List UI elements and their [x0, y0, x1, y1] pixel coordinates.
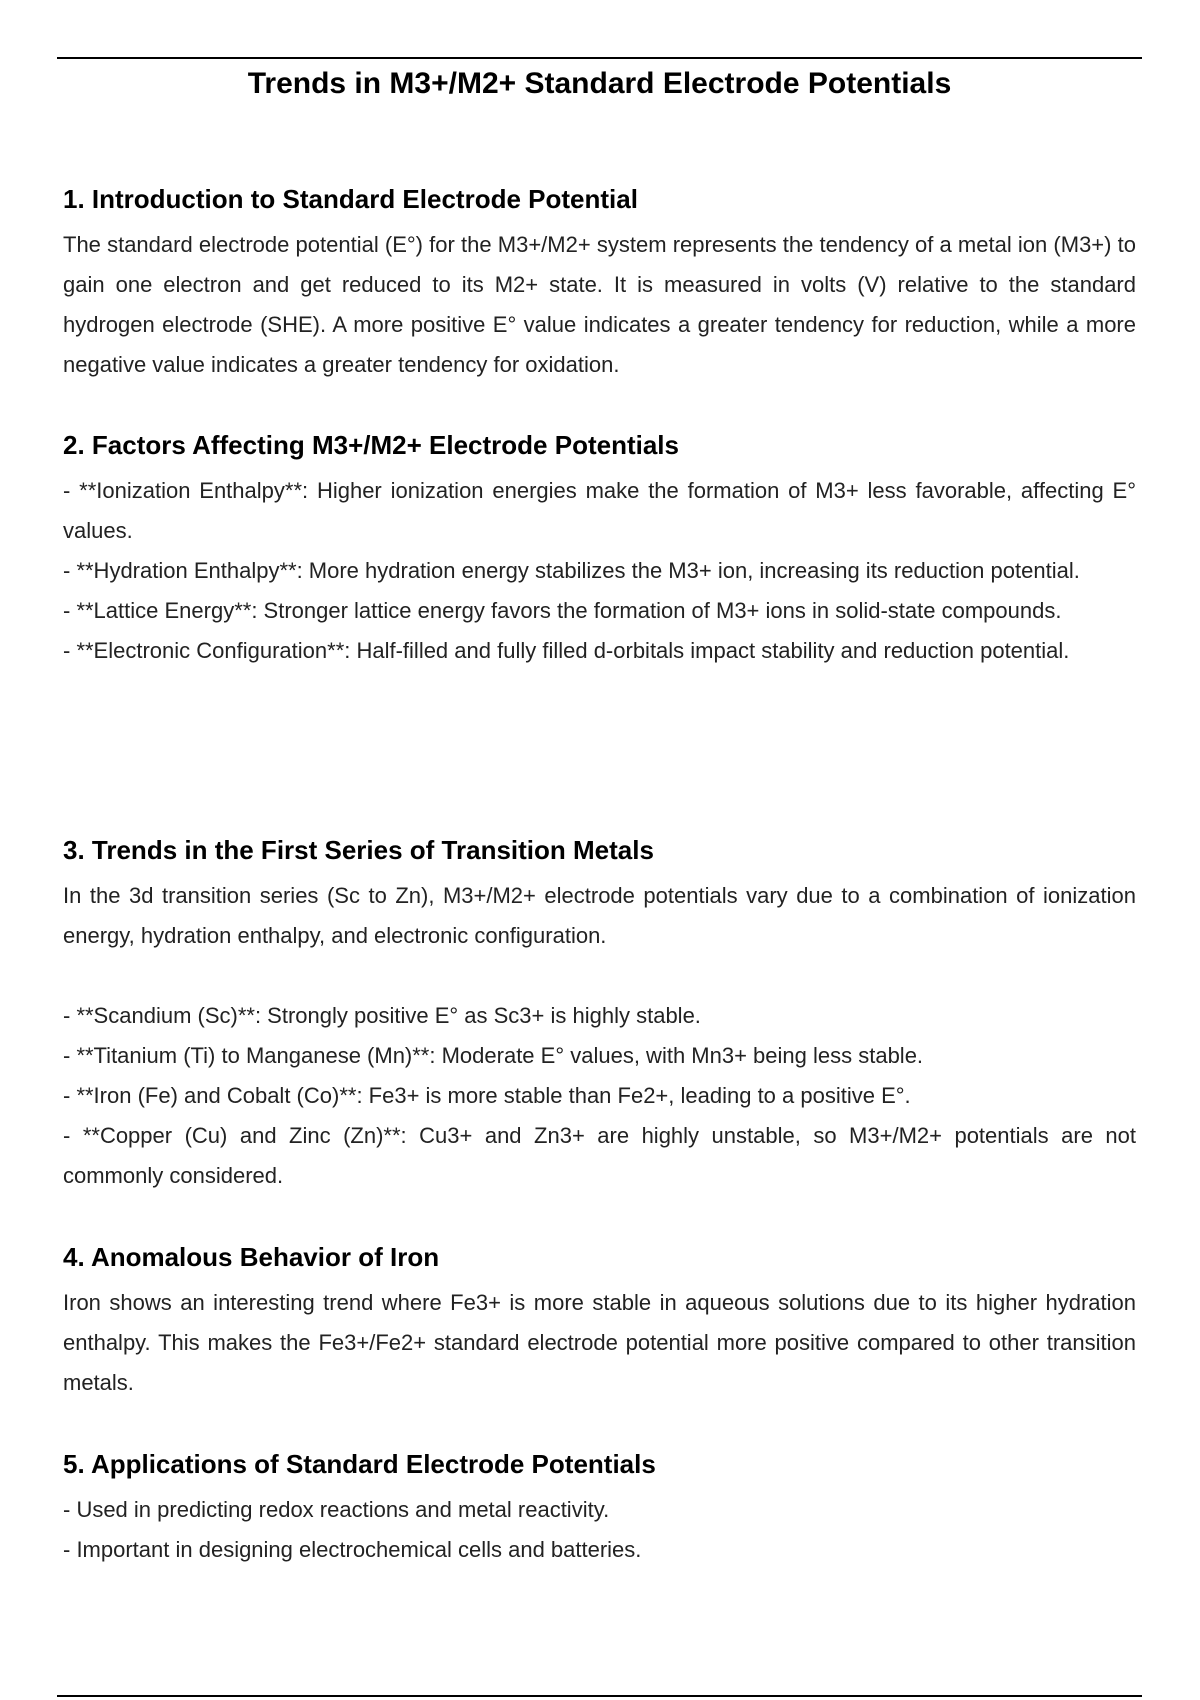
- list-item: - **Copper (Cu) and Zinc (Zn)**: Cu3+ and Zn3+ are highly unstable, so M3+/M2+ potentials are not commonly considered.: [63, 1123, 1136, 1188]
- section-trends: [63, 830, 1136, 1196]
- section-heading: 5. Applications of Standard Electrode Potentials: [63, 1449, 656, 1479]
- top-rule: [57, 57, 1142, 59]
- section-heading: 4. Anomalous Behavior of Iron: [63, 1242, 440, 1272]
- bullet-list: [63, 1490, 1136, 1570]
- section-iron-anomaly: [63, 1237, 1136, 1403]
- section-paragraph: Iron shows an interesting trend where Fe3+ is more stable in aqueous solutions due to its higher hydration enthalpy. This makes the Fe3+/Fe2+ standard electrode potential more positive compared to other transition metals.: [63, 1290, 1136, 1395]
- list-item: - **Electronic Configuration**: Half-filled and fully filled d-orbitals impact stability and reduction potential.: [63, 638, 1070, 663]
- list-item: - Used in predicting redox reactions and metal reactivity.: [63, 1497, 610, 1522]
- list-item: - **Lattice Energy**: Stronger lattice energy favors the formation of M3+ ions in solid-state compounds.: [63, 598, 1062, 623]
- bullet-list: [63, 996, 1136, 1196]
- document-title: Trends in M3+/M2+ Standard Electrode Potentials: [247, 67, 952, 100]
- bottom-rule: [57, 1695, 1142, 1697]
- section-heading: 3. Trends in the First Series of Transition Metals: [63, 835, 654, 865]
- section-heading: 2. Factors Affecting M3+/M2+ Electrode Potentials: [63, 430, 679, 460]
- list-item: - Important in designing electrochemical cells and batteries.: [63, 1537, 642, 1562]
- list-item: - **Hydration Enthalpy**: More hydration energy stabilizes the M3+ ion, increasing its reduction potential.: [63, 558, 1080, 583]
- list-item: - **Ionization Enthalpy**: Higher ionization energies make the formation of M3+ less favorable, affecting E° values.: [63, 478, 1136, 543]
- bullet-list: [63, 471, 1136, 671]
- section-paragraph: In the 3d transition series (Sc to Zn), M3+/M2+ electrode potentials vary due to a combination of ionization energy, hydration enthalpy, and electronic configuration.: [63, 883, 1136, 948]
- list-item: - **Iron (Fe) and Cobalt (Co)**: Fe3+ is more stable than Fe2+, leading to a positive E°.: [63, 1083, 911, 1108]
- section-paragraph: The standard electrode potential (E°) for the M3+/M2+ system represents the tendency of a metal ion (M3+) to gain one electron and get reduced to its M2+ state. It is measured in volts (V) relative to the standard hydrogen electrode (SHE). A more positive E° value indicates a greater tendency for reduction, while a more negative value indicates a greater tendency for oxidation.: [63, 232, 1136, 377]
- spacer: [63, 956, 1136, 996]
- list-item: - **Titanium (Ti) to Manganese (Mn)**: Moderate E° values, with Mn3+ being less stable.: [63, 1043, 924, 1068]
- section-introduction: [63, 179, 1136, 385]
- section-applications: [63, 1444, 1136, 1570]
- list-item: - **Scandium (Sc)**: Strongly positive E° as Sc3+ is highly stable.: [63, 1003, 701, 1028]
- section-factors: [63, 425, 1136, 671]
- section-heading: 1. Introduction to Standard Electrode Potential: [63, 184, 638, 214]
